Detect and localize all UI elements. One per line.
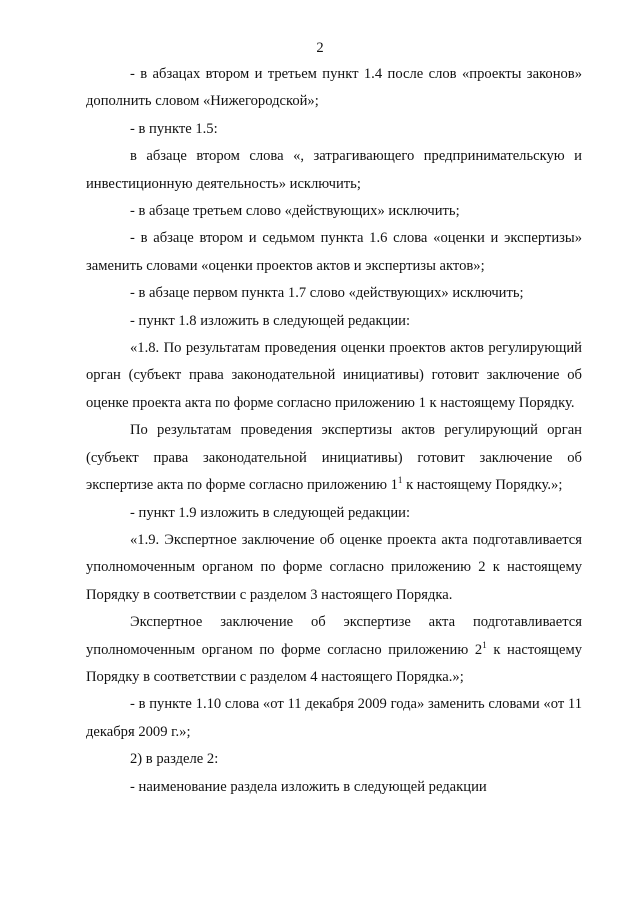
superscript: 1 (482, 639, 487, 650)
paragraph-text: к настоящему Порядку в соответствии с разделом 4 настоящего Порядка.»; (86, 641, 582, 685)
paragraph (86, 500, 582, 527)
paragraph-text: - в абзацах втором и третьем пункт 1.4 после слов «проекты законов» дополнить словом «Нижегородской»; (86, 66, 582, 110)
paragraph (86, 746, 582, 773)
paragraph-text: 2) в разделе 2: (130, 751, 219, 768)
paragraph-text: По результатам проведения экспертизы актов регулирующий орган (субъект права законодательной инициативы) готовит заключение об экспертизе акта по форме согласно приложению 1 (86, 422, 582, 494)
paragraph-text: - пункт 1.8 изложить в следующей редакции: (130, 312, 411, 329)
paragraph-text: - в пункте 1.5: (130, 120, 218, 137)
paragraph-text: к настоящему Порядку.»; (402, 477, 563, 494)
paragraph (86, 527, 582, 609)
page-number: 2 (316, 40, 324, 56)
paragraph-text: - в абзаце втором и седьмом пункта 1.6 слова «оценки и экспертизы» заменить словами «оценки проектов актов и экспертизы актов»; (86, 230, 582, 274)
paragraph-text: Экспертное заключение об экспертизе акта подготавливается уполномоченным органом по форме согласно приложению 2 (86, 614, 582, 658)
paragraph-text: - в абзаце первом пункта 1.7 слово «действующих» исключить; (130, 285, 524, 302)
paragraph (86, 308, 582, 335)
paragraph-text: «1.8. По результатам проведения оценки проектов актов регулирующий орган (субъект права законодательной инициативы) готовит заключение об оценке проекта акта по форме согласно приложению 1 к настоящему Порядку. (86, 340, 582, 411)
paragraph-text: - пункт 1.9 изложить в следующей редакции: (130, 504, 411, 521)
paragraph-text: - в абзаце третьем слово «действующих» исключить; (130, 203, 460, 220)
paragraph-text: - наименование раздела изложить в следующей редакции (130, 778, 487, 795)
paragraph (86, 225, 582, 280)
paragraph-text: в абзаце втором слова «, затрагивающего предпринимательскую и инвестиционную деятельность» исключить; (86, 148, 582, 192)
paragraph (86, 116, 582, 143)
superscript: 1 (397, 475, 403, 486)
paragraph (86, 280, 582, 307)
document-body (86, 61, 582, 801)
paragraph (86, 417, 582, 499)
paragraph (86, 143, 582, 198)
paragraph (86, 61, 582, 116)
paragraph-text: «1.9. Экспертное заключение об оценке проекта акта подготавливается уполномоченным органом по форме согласно приложению 2 к настоящему Порядку в соответствии с разделом 3 настоящего Порядка. (86, 531, 582, 603)
paragraph (86, 691, 582, 746)
paragraph (86, 774, 582, 801)
paragraph (86, 609, 582, 691)
paragraph-text: - в пункте 1.10 слова «от 11 декабря 2009 года» заменить словами «от 11 декабря 2009 г.»; (86, 696, 582, 740)
paragraph (86, 335, 582, 417)
paragraph (86, 198, 582, 225)
